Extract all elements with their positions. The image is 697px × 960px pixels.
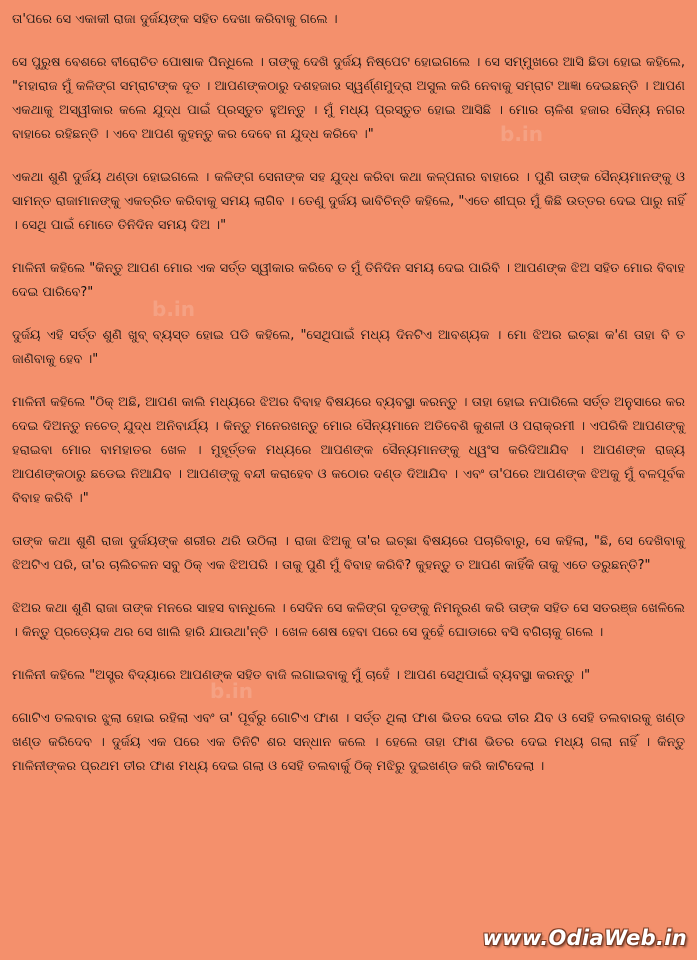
paragraph-4: ମାଳିନୀ କହିଲେ "କିନ୍ତୁ ଆପଣ ମୋର ଏକ ସର୍ତ୍ତ ସ୍ୱୀକାର କରିବେ ତ ମୁଁ ତିନିଦିନ ସମୟ ଦେଇ ପାରିବି । ଆପଣଙ୍କ ଝିଅ ସହିତ ମୋର ବିବାହ ଦେଇ ପାରିବେ?" [12, 261, 685, 300]
faint-watermark: b.in [500, 122, 544, 146]
site-watermark-logo: www.OdiaWeb.in [482, 926, 687, 950]
paragraph-10: ଗୋଟିଏ ତଲବାର ଝୁଲା ହୋଇ ରହିଲା ଏବଂ ତା' ପୂର୍ବରୁ ଗୋଟିଏ ଫାଶ । ସର୍ତ୍ତ ଥିଲା ଫାଶ ଭିତର ଦେଇ ତୀର ଯିବ ଓ ସେହି ତଲବାରକୁ ଖଣ୍ଡ ଖଣ୍ଡ କରିଦେବ । ଦୁର୍ଜୟ ଏକ ପରେ ଏକ ତିନିଟି ଶର ସନ୍ଧାନ କଲେ । ହେଲେ ତାହା ଫାଶ ଭିତର ଦେଇ ମଧ୍ୟ ଗଲା ନାହିଁ । କିନ୍ତୁ ମାଳିନୀଙ୍କର ପ୍ରଥମ ତୀର ଫାଶ ମଧ୍ୟ ଦେଇ ଗଲା ଓ ସେହି ତଲବାର୍କୁ ଠିକ୍ ମଝିରୁ ଦୁଇଖଣ୍ଡ କରି କାଟିଦେଲା । [12, 711, 685, 774]
paragraph-1: ତା'ପରେ ସେ ଏକାକୀ ରାଜା ଦୁର୍ଜୟଙ୍କ ସହିତ ଦେଖା କରିବାକୁ ଗଲେ । [12, 12, 338, 27]
paragraph-9: ମାଳିନୀ କହିଲେ "ଅସ୍ତ୍ର ବିଦ୍ୟାରେ ଆପଣଙ୍କ ସହିତ ବାଜି ଲଗାଇବାକୁ ମୁଁ ଚାହେଁ । ଆପଣ ସେଥିପାଇଁ ବ୍ୟବସ୍ଥା କରନ୍ତୁ ।" [12, 668, 591, 683]
faint-watermark: b.in [152, 297, 196, 321]
paragraph-2: ସେ ପୁରୁଷ ବେଶରେ ବୀରୋଚିତ ପୋଷାକ ପିନ୍ଧିଲେ । ତାଙ୍କୁ ଦେଖି ଦୁର୍ଜୟ ନିଷ୍ପେଟ ହୋଇଗଲେ । ସେ ସମ୍ମୁଖରେ ଆସି ଛିଡା ହୋଇ କହିଲେ, "ମହାରାଜ ମୁଁ କଳିଙ୍ଗ ସମ୍ରାଟଙ୍କ ଦୂତ । ଆପଣଙ୍କଠାରୁ ଦଶହଜାର ସ୍ୱର୍ଣ୍ଣମୁଦ୍ରା ଅସୁଲ କରି ନେବାକୁ ସମ୍ରାଟ ଆଜ୍ଞା ଦେଇଛନ୍ତି । ଆପଣ ଏକଥାକୁ ଅସ୍ୱୀକାର କଲେ ଯୁଦ୍ଧ ପାଇଁ ପ୍ରସ୍ତୁତ ହୁଅନ୍ତୁ । ମୁଁ ମଧ୍ୟ ପ୍ରସ୍ତୁତ ହୋଇ ଆସିଛି । ମୋର ଚାଳିଶ ହଜାର ସୈନ୍ୟ ନଗର ବାହାରେ ରହିଛନ୍ତି । ଏବେ ଆପଣ କୁହନ୍ତୁ କର ଦେବେ ନା ଯୁଦ୍ଧ କରିବେ ।" [12, 55, 685, 142]
paragraph-7: ତାଙ୍କ କଥା ଶୁଣି ରାଜା ଦୁର୍ଜୟଙ୍କ ଶରୀର ଥରି ଉଠିଲା । ରାଜା ଝିଅକୁ ତା'ର ଇଚ୍ଛା ବିଷୟରେ ପଚାରିବାରୁ, ସେ କହିଲା, "ଛି, ସେ ଦେଖିବାକୁ ଝିଅଟିଏ ପରି, ତା'ର ଚାଲିଚଳନ ସବୁ ଠିକ୍ ଏକ ଝିଅପରି । ତାକୁ ପୁଣି ମୁଁ ବିବାହ କରିବି? କୁହନ୍ତୁ ତ ଆପଣ କାହିଁକି ତାକୁ ଏତେ ଡରୁଛନ୍ତି?" [12, 534, 685, 573]
paragraph-6: ମାଳିନୀ କହିଲେ "ଠିକ୍ ଅଛି, ଆପଣ କାଲି ମଧ୍ୟରେ ଝିଅର ବିବାହ ବିଷୟରେ ବ୍ୟବସ୍ଥା କରନ୍ତୁ । ତାହା ହୋଇ ନପାରିଲେ ସର୍ତ୍ତ ଅନୁସାରେ କର ଦେଇ ଦିଅନ୍ତୁ ନଚେତ୍ ଯୁଦ୍ଧ ଅନିବାର୍ଯ୍ୟ । କିନ୍ତୁ ମନେରଖନ୍ତୁ ମୋର ସୈନ୍ୟମାନେ ଅତିବେଶି କୁଶଳୀ ଓ ପରାକ୍ରମୀ । ଏପରିକି ଆପଣଙ୍କୁ ହରାଇବା ମୋର ବାମହାତର ଖେଳ । ମୁହୂର୍ତ୍ତକ ମଧ୍ୟରେ ଆପଣଙ୍କ ସୈନ୍ୟମାନଙ୍କୁ ଧ୍ୱଂସ କରିଦିଆଯିବ । ଆପଣଙ୍କ ରାଜ୍ୟ ଆପଣଙ୍କଠାରୁ ଛଡେଇ ନିଆଯିବ । ଆପଣଙ୍କୁ ବନ୍ଦୀ କରାହେବ ଓ କଠୋର ଦଣ୍ଡ ଦିଆଯିବ । ଏବଂ ତା'ପରେ ଆପଣଙ୍କ ଝିଅକୁ ମୁଁ ବଳପୂର୍ବକ ବିବାହ କରିବି ।" [12, 395, 685, 506]
paragraph-5: ଦୁର୍ଜୟ ଏହି ସର୍ତ୍ତ ଶୁଣି ଖୁବ୍ ବ୍ୟସ୍ତ ହୋଇ ପଡି କହିଲେ, "ସେଥିପାଇଁ ମଧ୍ୟ ଦିନଟିଏ ଆବଶ୍ୟକ । ମୋ ଝିଅର ଇଚ୍ଛା କ'ଣ ତାହା ବି ତ ଜାଣିବାକୁ ହେବ ।" [12, 328, 685, 367]
paragraph-8: ଝିଅର କଥା ଶୁଣି ରାଜା ତାଙ୍କ ମନରେ ସାହସ ବାନ୍ଧିଲେ । ସେଦିନ ସେ କଳିଙ୍ଗ ଦୂତଙ୍କୁ ନିମନ୍ତ୍ରଣ କରି ତାଙ୍କ ସହିତ ସେ ସତରଞ୍ଜ ଖେଳିଲେ । କିନ୍ତୁ ପ୍ରତ୍ୟେକ ଥର ସେ ଖାଲି ହାରି ଯାଉଥା'ନ୍ତି । ଖେଳ ଶେଷ ହେବା ପରେ ସେ ଦୁହେଁ ଘୋଡାରେ ବସି ବଗିଚାକୁ ଗଲେ । [12, 601, 685, 640]
faint-watermark: b.in [210, 679, 254, 703]
paragraph-3: ଏକଥା ଶୁଣି ଦୁର୍ଜୟ ଥଣ୍ଡା ହୋଇଗଲେ । କଳିଙ୍ଗ ସେନାଙ୍କ ସହ ଯୁଦ୍ଧ କରିବା କଥା କଳ୍ପନାର ବାହାରେ । ପୁଣି ତାଙ୍କ ସୈନ୍ୟମାନଙ୍କୁ ଓ ସାମନ୍ତ ରାଜାମାନଙ୍କୁ ଏକତ୍ରିତ କରିବାକୁ ସମୟ ଲାଗିବ । ତେଣୁ ଦୁର୍ଜୟ ଭାବିଚିନ୍ତି କହିଲେ, "ଏତେ ଶୀଘ୍ର ମୁଁ କିଛି ଉତ୍ତର ଦେଇ ପାରୁ ନାହିଁ । ସେଥି ପାଇଁ ମୋତେ ତିନିଦିନ ସମୟ ଦିଅ ।" [12, 170, 685, 233]
